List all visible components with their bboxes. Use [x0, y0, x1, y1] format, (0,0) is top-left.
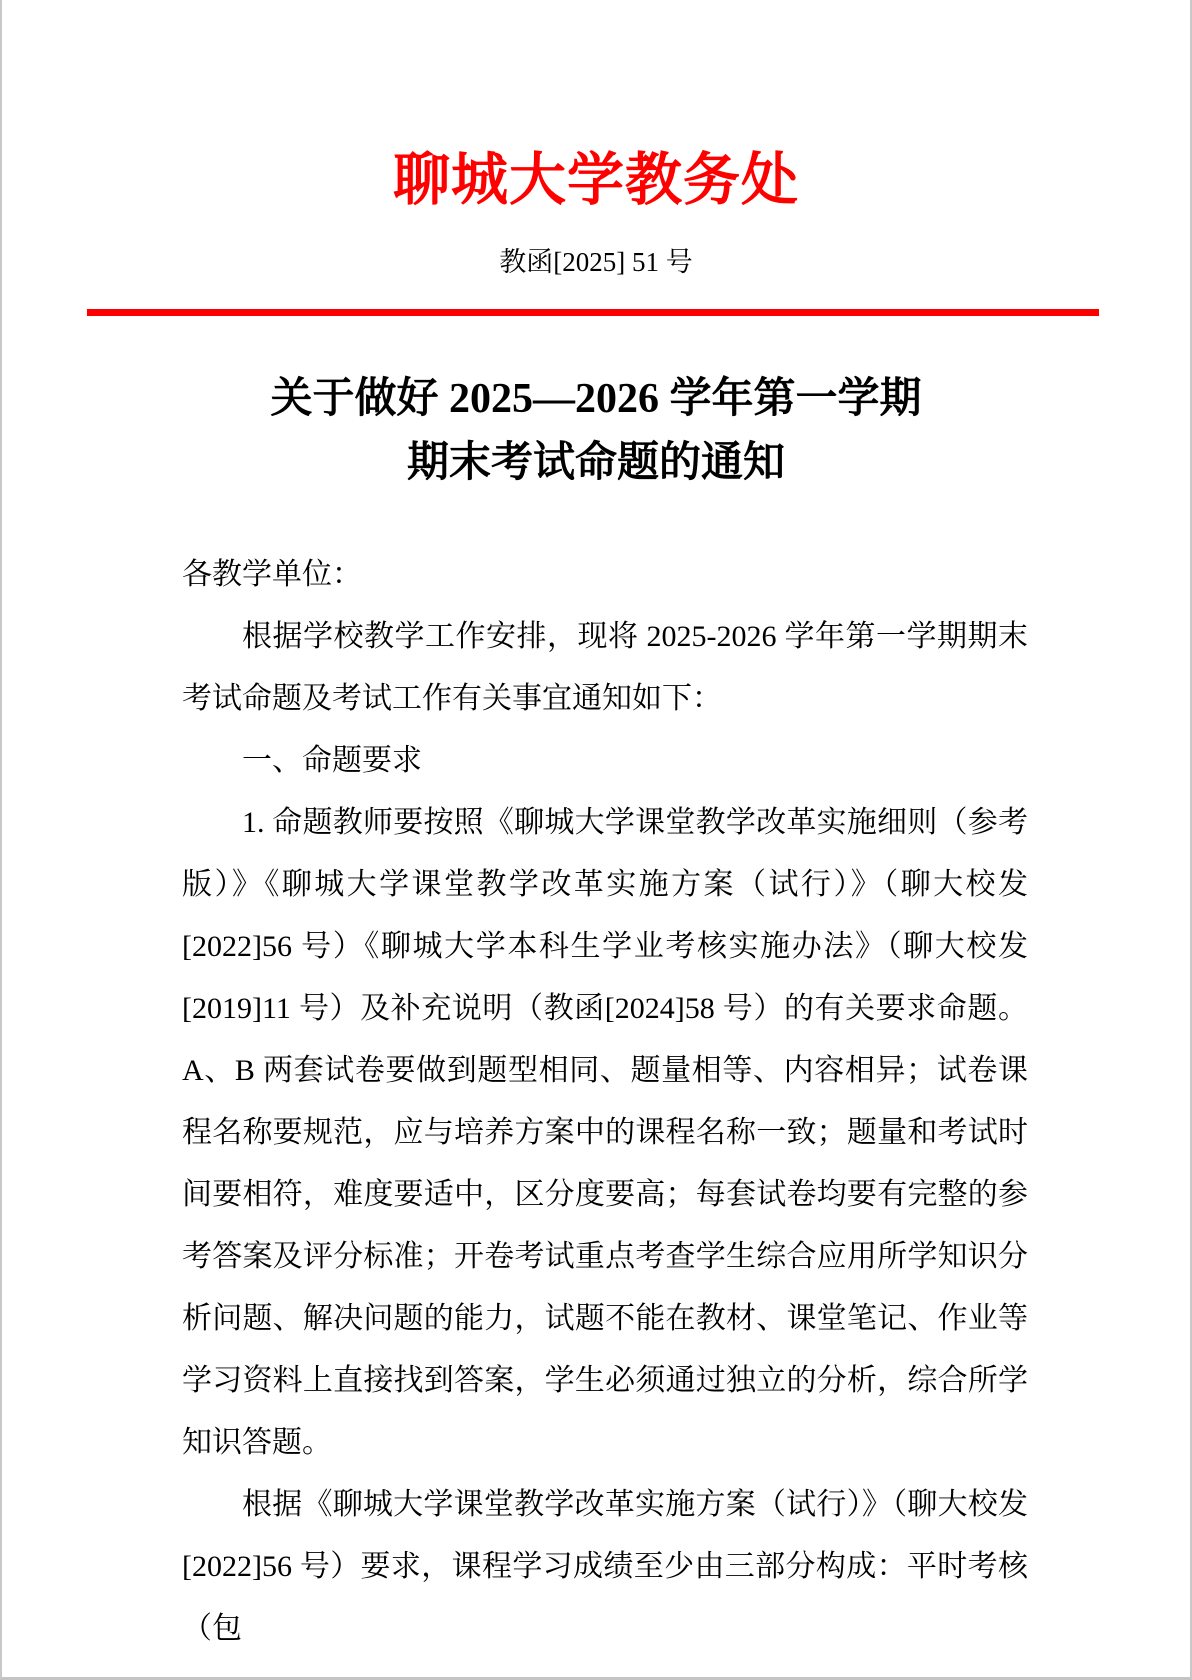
doc-title-line-1: 关于做好 2025—2026 学年第一学期: [270, 376, 922, 422]
salutation: 各教学单位：: [182, 558, 362, 591]
paragraph-requirements: 1. 命题教师要按照《聊城大学课堂教学改革实施细则（参考版）》《聊城大学课堂教学改革实施方案（试行）》（聊大校发[2022]56 号）《聊城大学本科生学业考核实施办法》（聊大校发[2019]11 号）及补充说明（教函[2024]58 号）的有关要求命题。A、B 两套试卷要做到题型相同、题量相等、内容相异；试卷课程名称要规范，应与培养方案中的课程名称一致；题量和考试时间要相符，难度要适中，区分度要高；每套试卷均要有完整的参考答案及评分标准；开卷考试重点考查学生综合应用所学知识分析问题、解决问题的能力，试题不能在教材、课堂笔记、作业等学习资料上直接找到答案，学生必须通过独立的分析，综合所学知识答题。: [182, 806, 1028, 1459]
paragraph-grading-composition: 根据《聊城大学课堂教学改革实施方案（试行）》（聊大校发[2022]56 号）要求，课程学习成绩至少由三部分构成：平时考核（包: [182, 1488, 1028, 1645]
paragraph-intro: 根据学校教学工作安排，现将 2025-2026 学年第一学期期末考试命题及考试工作有关事宜通知如下：: [182, 620, 1028, 715]
doc-number: 教函[2025] 51 号: [499, 247, 693, 277]
org-title: 聊城大学教务处: [393, 149, 799, 212]
doc-title-line-2: 期末考试命题的通知: [406, 440, 785, 486]
doc-title: [2, 367, 1190, 495]
red-divider-rule: [87, 309, 1099, 316]
document-body: [182, 544, 1028, 1660]
section-heading-1: 一、命题要求: [242, 744, 422, 777]
